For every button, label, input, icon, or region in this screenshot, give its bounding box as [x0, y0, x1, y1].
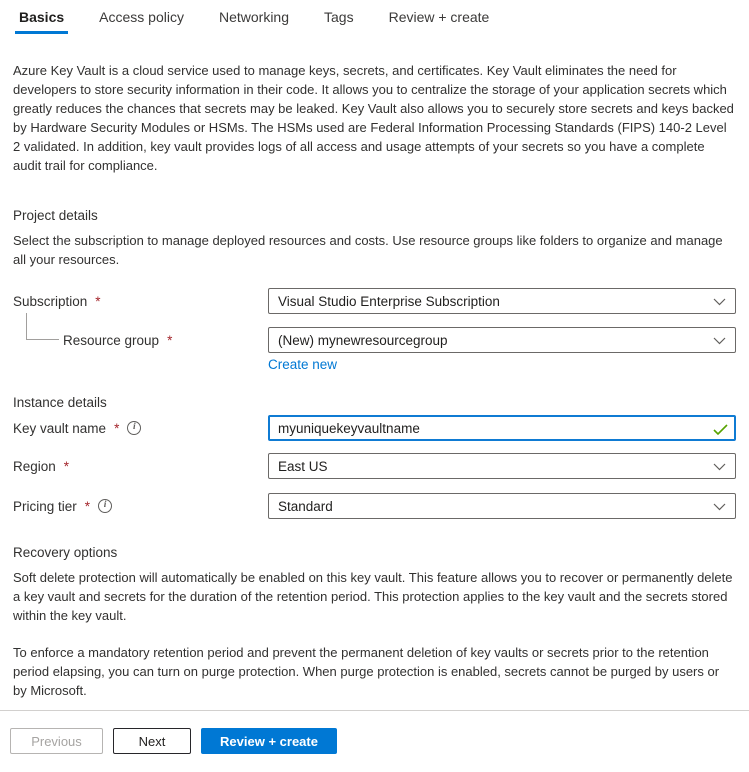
- chevron-down-icon: [713, 459, 726, 474]
- key-vault-name-label-text: Key vault name: [13, 420, 107, 436]
- pricing-tier-row: [13, 493, 736, 519]
- footer-button-bar: [0, 711, 749, 754]
- key-vault-description: Azure Key Vault is a cloud service used to manage keys, secrets, and certificates. Key Vault eliminates the need for developers to store security information in their code. It allows you to centralize the storage of your application secrets which greatly reduces the chances that secrets may be leaked. Key Vault also allows you to securely store secrets and keys backed by Hardware Security Modules or HSMs. The HSMs used are Federal Information Processing Standards (FIPS) 140-2 Level 2 validated. In addition, key vault provides logs of all access and usage attempts of your secrets so you have a complete audit trail for compliance.: [13, 63, 734, 173]
- key-vault-name-label: [13, 421, 268, 436]
- tab-review-create[interactable]: Review + create: [388, 9, 490, 25]
- region-label: [13, 459, 268, 474]
- subscription-dropdown[interactable]: [268, 288, 736, 314]
- chevron-down-icon: [713, 499, 726, 514]
- resource-group-value: (New) mynewresourcegroup: [278, 332, 448, 348]
- resource-group-label-text: Resource group: [63, 332, 160, 348]
- next-button[interactable]: Next: [113, 728, 191, 754]
- subscription-value: Visual Studio Enterprise Subscription: [278, 293, 500, 309]
- pricing-tier-dropdown[interactable]: [268, 493, 736, 519]
- info-icon[interactable]: i: [127, 421, 141, 435]
- purge-protection-description: To enforce a mandatory retention period and prevent the permanent deletion of key vaults or secrets prior to the retention period elapsing, you can turn on purge protection. When purge protection is enabled, secrets cannot be purged by users or by Microsoft.: [13, 645, 720, 698]
- pricing-tier-label: [13, 499, 268, 514]
- review-create-button[interactable]: Review + create: [201, 728, 337, 754]
- tab-tags[interactable]: Tags: [324, 9, 354, 25]
- required-asterisk: *: [167, 332, 173, 348]
- chevron-down-icon: [713, 333, 726, 348]
- validation-check-icon: [713, 423, 728, 438]
- instance-details-heading: Instance details: [13, 395, 107, 410]
- pricing-tier-label-text: Pricing tier: [13, 498, 77, 514]
- parent-child-connector-line: [26, 313, 59, 340]
- subscription-label-text: Subscription: [13, 293, 88, 309]
- required-asterisk: *: [95, 293, 101, 309]
- required-asterisk: *: [63, 458, 70, 474]
- subscription-row: [13, 288, 736, 314]
- tab-basics[interactable]: Basics: [15, 9, 68, 34]
- region-row: [13, 453, 736, 479]
- recovery-options-heading: Recovery options: [13, 545, 118, 560]
- pricing-tier-value: Standard: [278, 498, 333, 514]
- info-icon[interactable]: i: [98, 499, 112, 513]
- region-dropdown[interactable]: [268, 453, 736, 479]
- project-details-heading: Project details: [13, 208, 98, 223]
- resource-group-dropdown[interactable]: [268, 327, 736, 353]
- chevron-down-icon: [713, 294, 726, 309]
- subscription-label: [13, 294, 268, 309]
- tab-networking[interactable]: Networking: [218, 9, 289, 25]
- region-value: East US: [278, 458, 328, 474]
- tab-bar: [0, 0, 749, 34]
- region-label-text: Region: [13, 458, 56, 474]
- project-details-description: Select the subscription to manage deployed resources and costs. Use resource groups like folders to organize and manage all your resources.: [13, 233, 723, 267]
- basics-tab-content: [0, 61, 749, 700]
- resource-group-row: [13, 327, 736, 353]
- previous-button[interactable]: Previous: [10, 728, 103, 754]
- key-vault-name-input[interactable]: [268, 415, 736, 441]
- soft-delete-description: Soft delete protection will automatically be enabled on this key vault. This feature allows you to recover or permanently delete a key vault and secrets for the duration of the retention period. This protection applies to the key vault and the secrets stored within the key vault.: [13, 570, 733, 623]
- key-vault-name-row: [13, 415, 736, 441]
- required-asterisk: *: [114, 420, 120, 436]
- tab-access-policy[interactable]: Access policy: [99, 9, 184, 25]
- create-new-resource-group-link[interactable]: Create new: [268, 357, 338, 372]
- required-asterisk: *: [84, 498, 91, 514]
